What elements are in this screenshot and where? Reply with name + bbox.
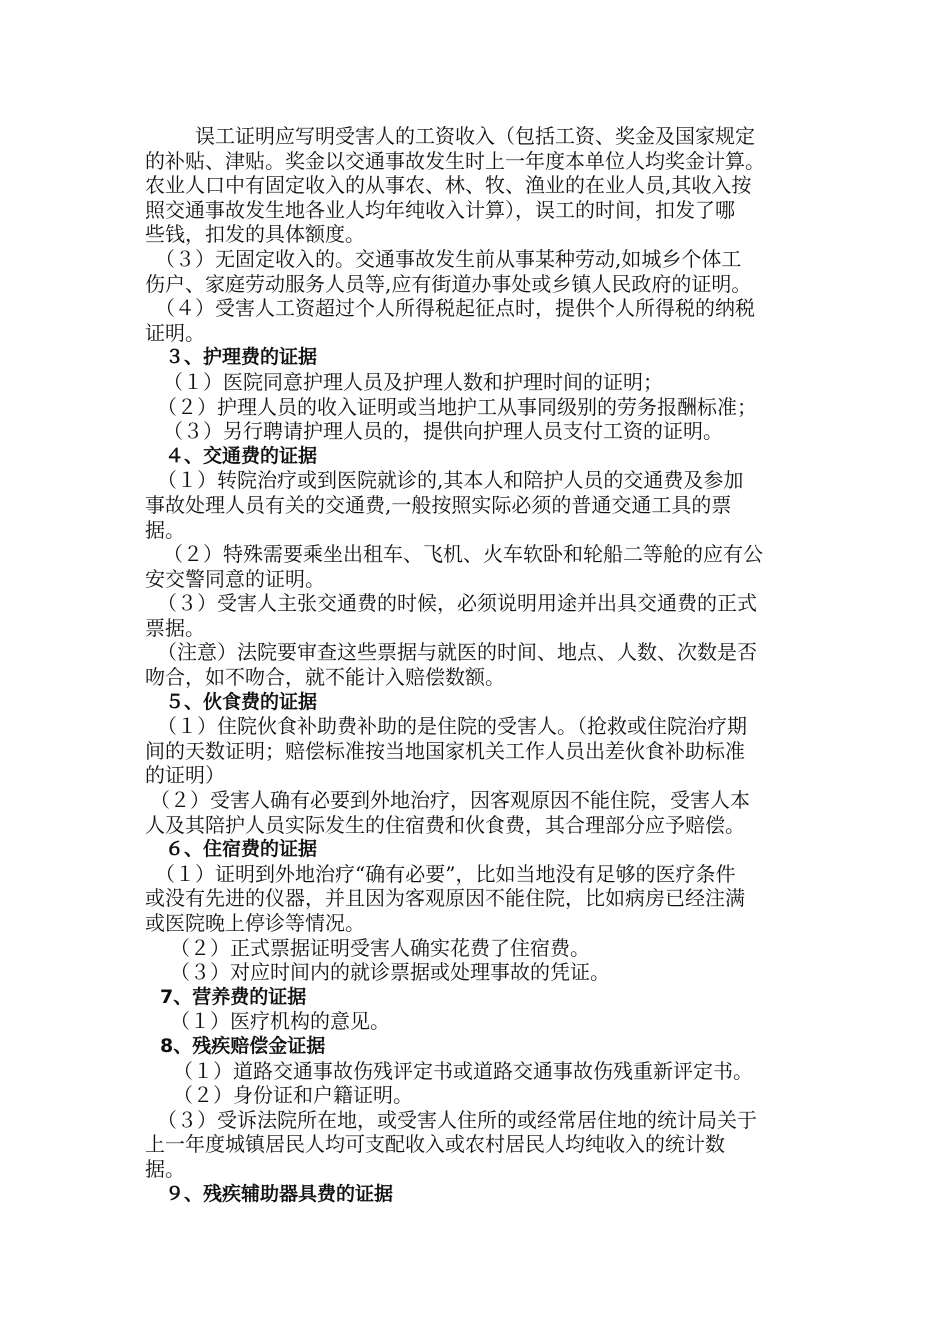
- text-line: 据。: [145, 1156, 185, 1181]
- text-line: 吻合，如不吻合，就不能计入赔偿数额。: [145, 665, 505, 690]
- text-line: （２）护理人员的收入证明或当地护工从事同级别的劳务报酬标准；: [157, 394, 757, 419]
- text-line: 伤户、家庭劳动服务人员等,应有街道办事处或乡镇人民政府的证明。: [145, 271, 752, 296]
- text-line: 照交通事故发生地各业人均年纯收入计算），误工的时间，扣发了哪: [145, 197, 735, 222]
- text-line: 间的天数证明；赔偿标准按当地国家机关工作人员出差伙食补助标准: [145, 738, 745, 763]
- text-line: （３）另行聘请护理人员的，提供向护理人员支付工资的证明。: [163, 419, 723, 444]
- text-line: 人及其陪护人员实际发生的住宿费和伙食费，其合理部分应予赔偿。: [145, 812, 745, 837]
- text-line: 票据。: [145, 615, 205, 640]
- text-line: 或没有先进的仪器，并且因为客观原因不能住院，比如病房已经注满: [145, 886, 745, 911]
- text-line: 上一年度城镇居民人均可支配收入或农村居民人均纯收入的统计数: [145, 1132, 725, 1157]
- text-line: 事故处理人员有关的交通费,一般按照实际必须的普通交通工具的票: [145, 492, 732, 517]
- section-heading: 7、营养费的证据: [160, 985, 307, 1008]
- section-heading: ９、残疾辅助器具费的证据: [165, 1182, 394, 1205]
- section-heading: ６、住宿费的证据: [165, 838, 318, 861]
- text-line: （２）正式票据证明受害人确实花费了住宿费。: [170, 935, 590, 960]
- text-line: （１）转院治疗或到医院就诊的,其本人和陪护人员的交通费及参加: [157, 468, 744, 493]
- section-heading: 8、残疾赔偿金证据: [160, 1034, 326, 1057]
- text-line: （４）受害人工资超过个人所得税起征点时，提供个人所得税的纳税: [155, 296, 755, 321]
- text-line: （１）证明到外地治疗“确有必要”，比如当地没有足够的医疗条件: [155, 861, 736, 886]
- text-line: （１）医疗机构的意见。: [170, 1009, 390, 1034]
- text-line: （３）对应时间内的就诊票据或处理事故的凭证。: [170, 960, 610, 985]
- text-line: （３）无固定收入的。交通事故发生前从事某种劳动,如城乡个体工: [155, 246, 742, 271]
- text-line: 农业人口中有固定收入的从事农、林、牧、渔业的在业人员,其收入按: [145, 173, 752, 198]
- text-line: 安交警同意的证明。: [145, 566, 325, 591]
- text-line: 误工证明应写明受害人的工资收入（包括工资、奖金及国家规定: [175, 124, 755, 148]
- section-heading: ５、伙食费的证据: [165, 690, 318, 713]
- section-heading: ４、交通费的证据: [165, 444, 318, 467]
- text-line: 的补贴、津贴。奖金以交通事故发生时上一年度本单位人均奖金计算。: [145, 148, 765, 173]
- text-line: 些钱，扣发的具体额度。: [145, 222, 365, 247]
- text-line: （２）身份证和户籍证明。: [173, 1083, 413, 1108]
- text-line: 据。: [145, 517, 185, 542]
- document-body: [145, 124, 820, 1206]
- text-line: 证明。: [145, 320, 205, 345]
- text-line: 的证明）: [145, 763, 225, 788]
- text-line: （１）住院伙食补助费补助的是住院的受害人。（抢救或住院治疗期: [157, 714, 747, 739]
- text-line: （１）道路交通事故伤残评定书或道路交通事故伤残重新评定书。: [173, 1058, 753, 1083]
- section-heading: ３、护理费的证据: [165, 346, 318, 369]
- text-line: （３）受害人主张交通费的时候，必须说明用途并出具交通费的正式: [157, 591, 757, 616]
- text-line: （１）医院同意护理人员及护理人数和护理时间的证明；: [163, 369, 663, 394]
- text-line: （３）受诉法院所在地，或受害人住所的或经常居住地的统计局关于: [157, 1107, 757, 1132]
- text-line: 或医院晚上停诊等情况。: [145, 911, 365, 935]
- text-line: （２）特殊需要乘坐出租车、飞机、火车软卧和轮船二等舱的应有公: [163, 542, 763, 567]
- text-line: （注意）法院要审查这些票据与就医的时间、地点、人数、次数是否: [157, 640, 757, 665]
- text-line: （２）受害人确有必要到外地治疗，因客观原因不能住院，受害人本: [150, 788, 750, 813]
